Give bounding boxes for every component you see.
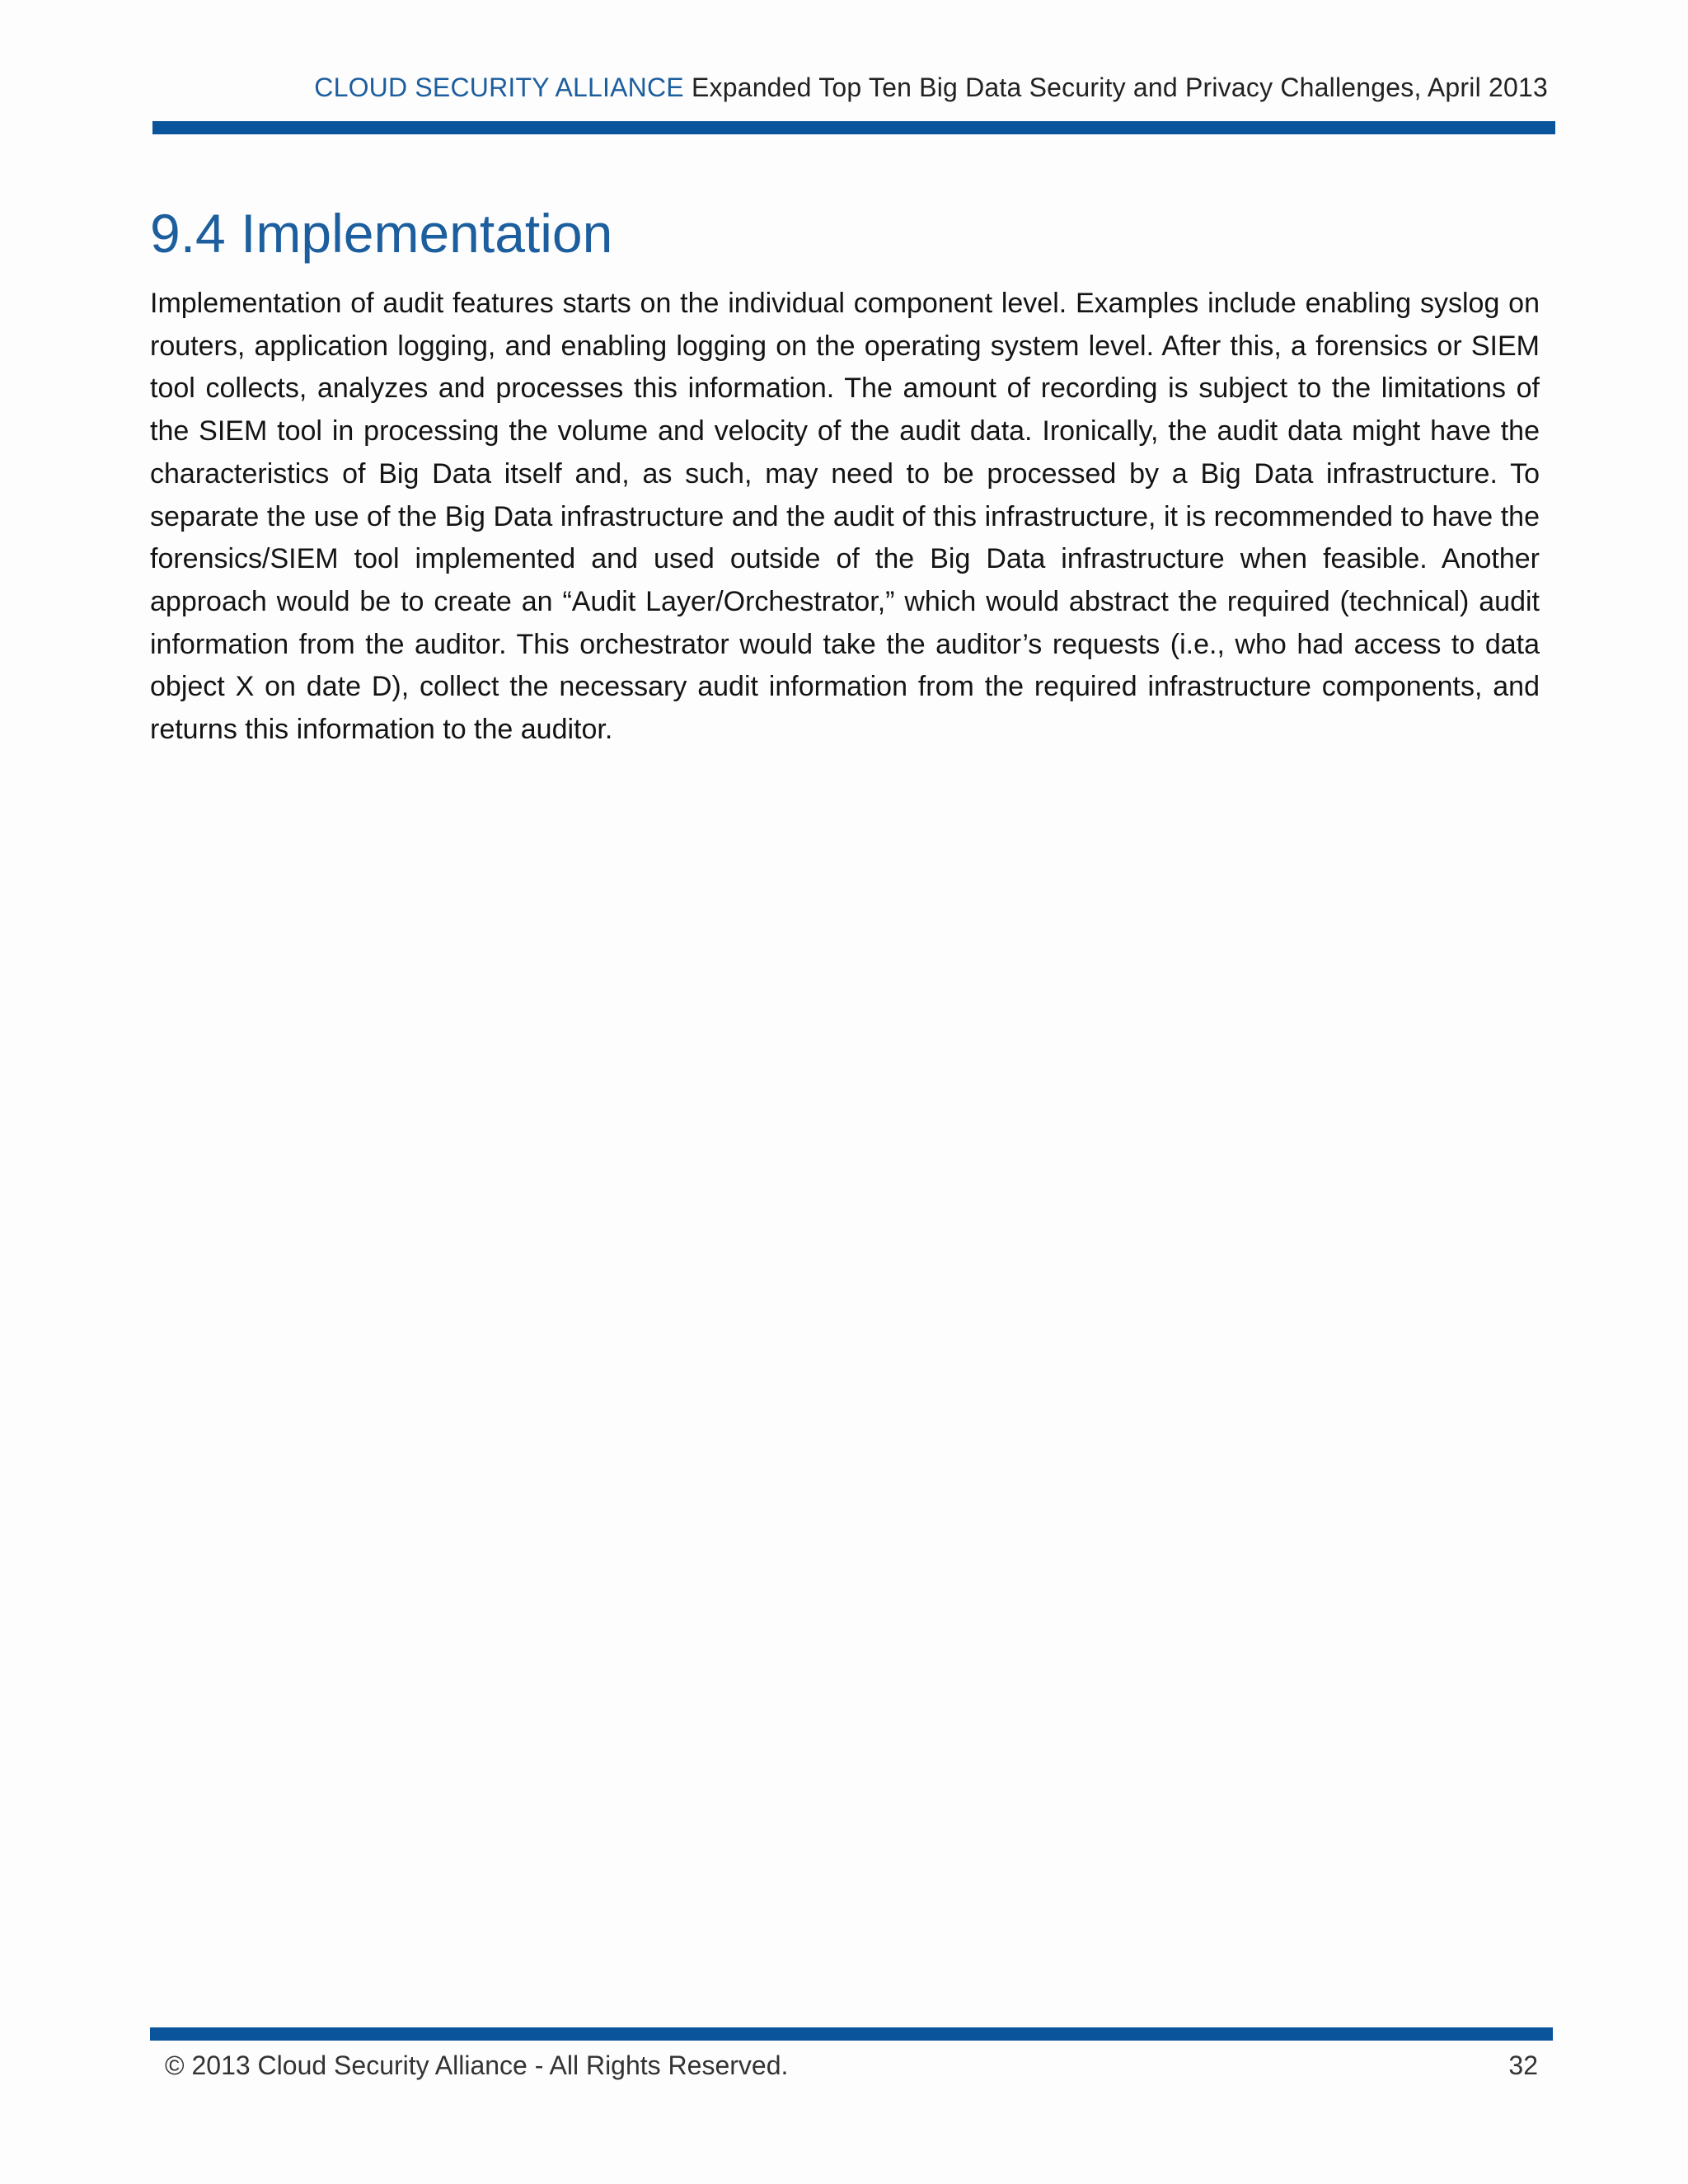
header-organization: CLOUD SECURITY ALLIANCE bbox=[314, 73, 684, 102]
section-paragraph: Implementation of audit features starts on the individual component level. Examples include enabling syslog on routers, application logging, and enabling logging on the operating system level. After this, a forensics or SIEM tool collects, analyzes and processes this information. The amount of recording is subject to the limitations of the SIEM tool in processing the volume and velocity of the audit data. Ironically, the audit data might have the characteristics of Big Data itself and, as such, may need to be processed by a Big Data infrastructure. To separate the use of the Big Data infrastructure and the audit of this infrastructure, it is recommended to have the forensics/SIEM tool implemented and used outside of the Big Data infrastructure when feasible. Another approach would be to create an “Audit Layer/Orchestrator,” which would abstract the required (technical) audit information from the auditor. This orchestrator would take the auditor’s requests (i.e., who had access to data object X on date D), collect the necessary audit information from the required infrastructure components, and returns this information to the auditor. bbox=[150, 288, 1540, 746]
page-number: 32 bbox=[1508, 2050, 1538, 2080]
header-document-title: Expanded Top Ten Big Data Security and Privacy Challenges, April 2013 bbox=[691, 73, 1548, 102]
footer-copyright: © 2013 Cloud Security Alliance - All Rights Reserved. bbox=[165, 2050, 789, 2080]
running-header bbox=[314, 73, 1548, 103]
section-title: 9.4 Implementation bbox=[150, 203, 613, 264]
footer-divider bbox=[150, 2027, 1553, 2041]
header-divider bbox=[152, 121, 1555, 134]
